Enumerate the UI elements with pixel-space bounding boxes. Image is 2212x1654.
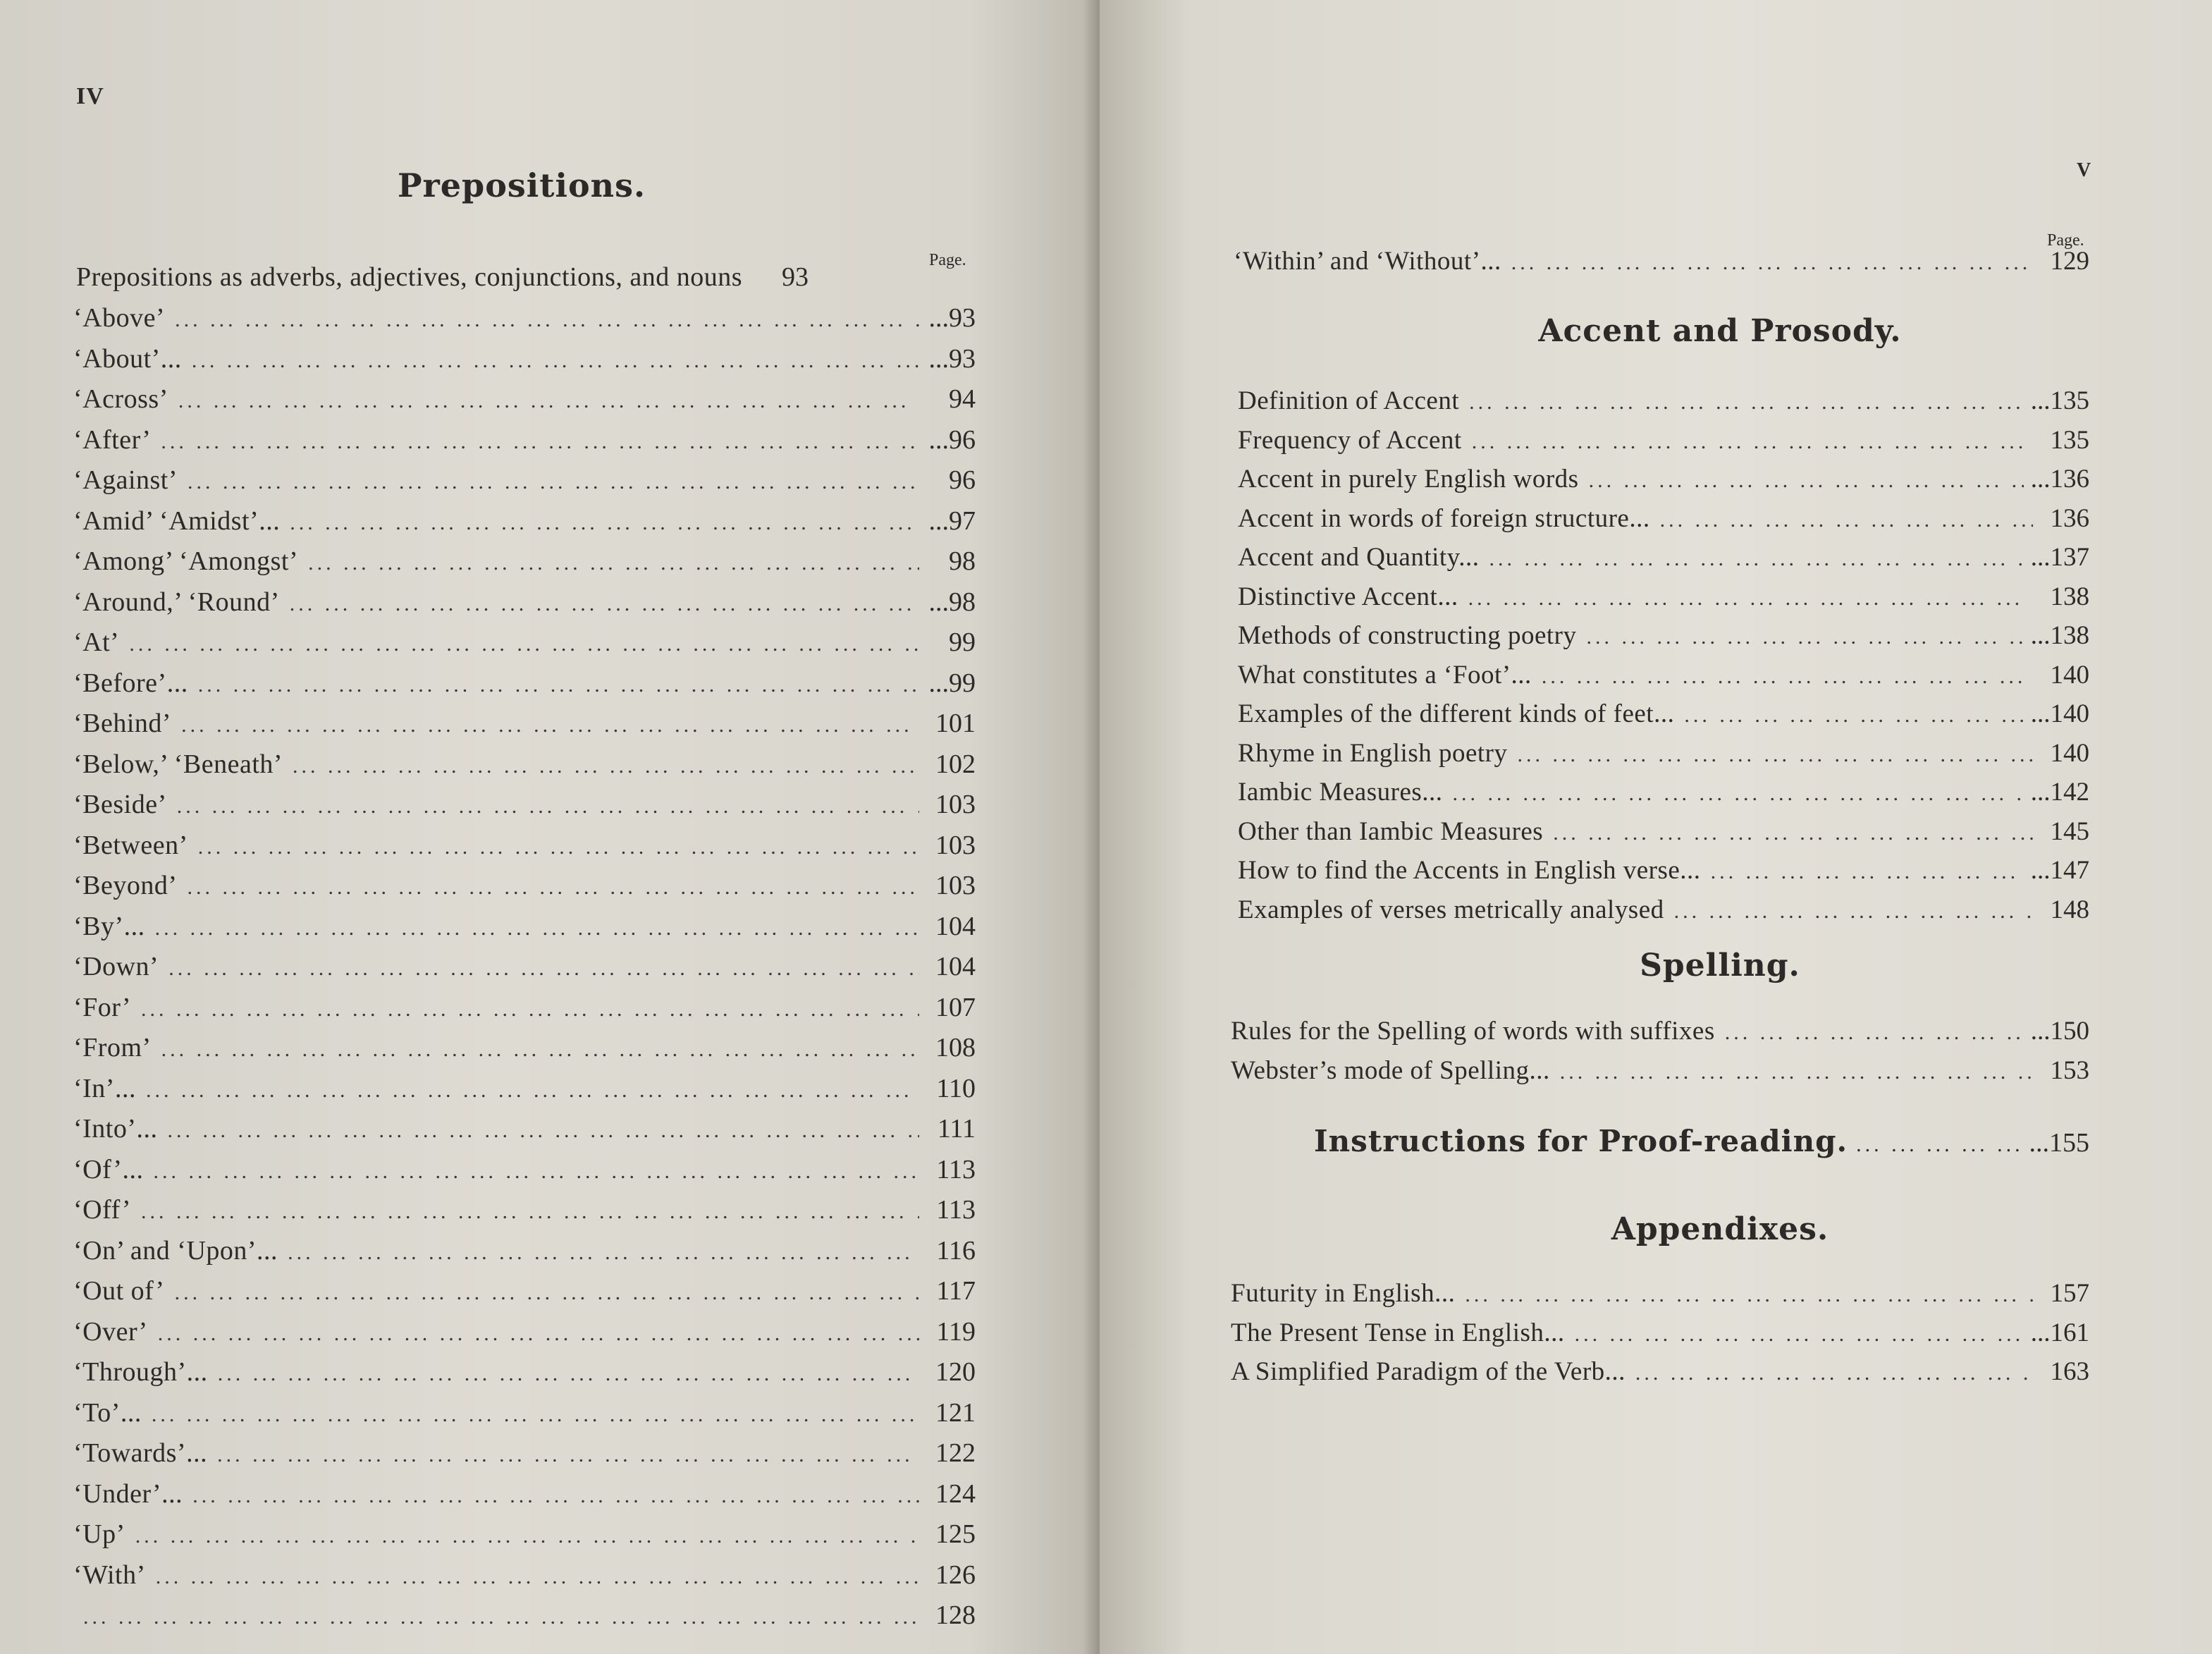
leader-dots xyxy=(141,990,919,1029)
leader-dots xyxy=(1553,814,2033,852)
leader-dots xyxy=(288,1233,919,1273)
toc-entry-page: 126 xyxy=(935,1560,976,1590)
toc-entry xyxy=(73,907,976,948)
toc-entry-label: ‘Through’... xyxy=(73,1357,208,1387)
toc-entry xyxy=(73,623,976,664)
toc-entry xyxy=(1238,813,2089,852)
toc-entry-page: ...135 xyxy=(2030,386,2089,415)
toc-entry-label: Examples of verses metrically analysed xyxy=(1238,895,1664,924)
leader-dots xyxy=(1856,1133,2023,1157)
leader-dots xyxy=(177,787,919,826)
toc-entry-label: Methods of constructing poetry xyxy=(1238,621,1577,650)
toc-entry xyxy=(1238,578,2089,618)
toc-entry-page: ...161 xyxy=(2030,1318,2089,1347)
toc-entry-page: 103 xyxy=(935,871,976,900)
section-heading: Appendixes. xyxy=(1611,1211,1829,1247)
toc-entry-page: 103 xyxy=(935,830,976,860)
leader-dots xyxy=(1587,618,2024,656)
toc-entry-label: Iambic Measures... xyxy=(1238,778,1443,807)
toc-entry xyxy=(73,502,976,543)
toc-entry-page: 98 xyxy=(949,546,976,576)
toc-entry xyxy=(1238,695,2089,735)
page-column-label: Page. xyxy=(929,251,966,269)
toc-entry-label: Examples of the different kinds of feet... xyxy=(1238,699,1675,728)
toc-entry xyxy=(73,1272,976,1313)
leader-dots xyxy=(308,544,919,583)
leader-dots xyxy=(158,1314,919,1354)
toc-lead xyxy=(76,258,985,297)
leader-dots xyxy=(1511,244,2033,282)
toc-entry-label: Definition of Accent xyxy=(1238,386,1460,415)
toc-entry-label: Other than Iambic Measures xyxy=(1238,816,1544,846)
toc-list xyxy=(1231,1275,2089,1392)
toc-entry xyxy=(1231,1314,2089,1354)
toc-entry-page: ...93 xyxy=(928,343,976,374)
toc-entry-page: 103 xyxy=(935,790,976,819)
leader-dots xyxy=(168,949,919,988)
leader-dots xyxy=(1472,423,2033,461)
toc-entry xyxy=(73,1515,976,1556)
toc-entry xyxy=(1238,382,2089,422)
toc-entry-label: ‘With’ xyxy=(73,1560,146,1590)
toc-entry-page: 140 xyxy=(2050,738,2089,768)
toc-entry-label: ‘Down’ xyxy=(73,952,159,981)
toc-entry xyxy=(73,461,976,502)
toc-entry-label: ‘Around,’ ‘Round’ xyxy=(73,587,280,617)
toc-entry xyxy=(73,542,976,583)
leader-dots xyxy=(1660,501,2033,539)
toc-entry xyxy=(73,988,976,1029)
toc-list xyxy=(1231,1012,2089,1091)
toc-entry-page: ...150 xyxy=(2030,1017,2089,1046)
leader-dots xyxy=(168,1111,919,1151)
toc-entry-page: 119 xyxy=(936,1316,976,1347)
toc-entry-page: 96 xyxy=(949,465,976,495)
toc-entry-label: ‘Between’ xyxy=(73,830,188,860)
leader-dots xyxy=(1468,580,2033,618)
leader-dots xyxy=(155,909,919,948)
toc-entry-page: 125 xyxy=(935,1519,976,1549)
toc-entry-page: 110 xyxy=(936,1073,976,1103)
toc-entry-page: 145 xyxy=(2050,816,2089,846)
toc-entry-label: ‘By’... xyxy=(73,911,145,941)
toc-entry-label: Accent in purely English words xyxy=(1238,465,1579,494)
leader-dots xyxy=(1684,697,2023,735)
toc-entry-label: ‘Among’ ‘Amongst’ xyxy=(73,546,299,576)
toc-entry-label: Rules for the Spelling of words with suffixes xyxy=(1231,1017,1715,1046)
leader-dots xyxy=(175,300,919,340)
leader-dots xyxy=(1589,462,2024,500)
section-heading: Accent and Prosody. xyxy=(1538,313,1902,349)
leader-dots xyxy=(181,706,919,745)
toc-entry-label: ‘Under’... xyxy=(73,1478,183,1509)
toc-entry-label: ‘On’ and ‘Upon’... xyxy=(73,1235,278,1266)
leader-dots xyxy=(178,381,919,421)
toc-entry-page: 157 xyxy=(2050,1279,2089,1308)
toc-entry-page: 135 xyxy=(2050,425,2089,455)
toc-entry-page: 128 xyxy=(935,1600,976,1630)
toc-entry-label: ‘To’... xyxy=(73,1397,142,1428)
toc-entry-label: ‘Amid’ ‘Amidst’... xyxy=(73,506,281,536)
toc-entry xyxy=(1238,773,2089,813)
right-page xyxy=(1100,0,2212,1654)
leader-dots xyxy=(161,1030,919,1070)
leader-dots xyxy=(83,1598,919,1637)
toc-entry-page: 129 xyxy=(2050,247,2089,276)
proof-reading-label: Instructions for Proof-reading. xyxy=(1314,1124,1848,1158)
toc-entry xyxy=(73,1394,976,1435)
toc-entry xyxy=(73,866,976,907)
section-heading: Prepositions. xyxy=(397,166,646,204)
toc-entry xyxy=(1231,1052,2089,1091)
page-column-label: Page. xyxy=(2047,231,2084,250)
toc-entry-label: Frequency of Accent xyxy=(1238,425,1462,455)
leader-dots xyxy=(1725,1014,2024,1052)
toc-entry-label: ‘Of’... xyxy=(73,1154,144,1184)
toc-entry xyxy=(73,1313,976,1354)
toc-entry-page: ...142 xyxy=(2030,778,2089,807)
leader-dots xyxy=(198,666,919,705)
toc-entry-page: 104 xyxy=(935,911,976,941)
leader-dots xyxy=(135,1517,919,1556)
toc-entry-page: 113 xyxy=(936,1154,976,1184)
toc-entry xyxy=(73,583,976,624)
leader-dots xyxy=(192,341,919,381)
leader-dots xyxy=(129,625,919,664)
page-folio: IV xyxy=(76,83,104,109)
toc-entry xyxy=(1238,460,2089,500)
left-page xyxy=(0,0,1100,1654)
toc-entry xyxy=(73,1596,976,1637)
toc-entry-label: ‘About’... xyxy=(73,343,182,374)
toc-entry xyxy=(1238,735,2089,774)
leader-dots xyxy=(146,1071,919,1110)
leader-dots xyxy=(1465,1276,2033,1314)
toc-entry xyxy=(73,1232,976,1273)
toc-entry-page: ...97 xyxy=(928,506,976,536)
toc-entry-page: ...140 xyxy=(2030,699,2089,728)
toc-entry xyxy=(1238,422,2089,461)
toc-entry-label: ‘For’ xyxy=(73,992,132,1022)
toc-entry-page: 93 xyxy=(782,262,809,292)
toc-entry-page: ...98 xyxy=(928,587,976,617)
toc-entry-page: 111 xyxy=(937,1114,976,1144)
toc-entry xyxy=(73,704,976,745)
leader-dots xyxy=(290,503,919,543)
leader-dots xyxy=(156,1557,919,1597)
toc-entry xyxy=(1231,1012,2089,1052)
toc-entry xyxy=(73,1475,976,1516)
toc-entry xyxy=(73,826,976,867)
toc-entry xyxy=(1238,891,2089,931)
toc-list xyxy=(1238,382,2089,930)
leader-dots xyxy=(1635,1354,2033,1392)
toc-entry-label: ‘Above’ xyxy=(73,303,166,333)
toc-entry-page: ...147 xyxy=(2030,856,2089,885)
toc-entry xyxy=(1238,617,2089,656)
page-folio: V xyxy=(2077,159,2092,181)
leader-dots xyxy=(141,1192,919,1232)
leader-dots xyxy=(1711,853,2024,891)
toc-entry xyxy=(73,380,976,421)
toc-entry-label: ‘Beside’ xyxy=(73,790,167,819)
toc-entry xyxy=(73,421,976,462)
toc-entry xyxy=(73,299,976,340)
toc-list xyxy=(73,299,976,1637)
toc-entry xyxy=(73,1434,976,1475)
toc-entry xyxy=(73,1110,976,1151)
toc-entry-label: ‘From’ xyxy=(73,1033,152,1062)
toc-entry-page: 122 xyxy=(935,1438,976,1468)
toc-entry-page: 153 xyxy=(2050,1055,2089,1085)
leader-dots xyxy=(1469,384,2024,422)
toc-entry-label: ‘Across’ xyxy=(73,384,168,414)
section-heading: Spelling. xyxy=(1640,948,1800,984)
toc-entry-label: ‘Up’ xyxy=(73,1519,125,1549)
leader-dots xyxy=(1453,775,2024,813)
toc-entry-label: Accent in words of foreign structure... xyxy=(1238,503,1650,533)
toc-entry xyxy=(73,1151,976,1192)
toc-entry-page: 124 xyxy=(935,1478,976,1509)
toc-entry-label: ‘Within’ and ‘Without’... xyxy=(1234,247,1501,276)
toc-entry-page: 148 xyxy=(2050,895,2089,924)
toc-entry xyxy=(73,785,976,826)
toc-entry-label: ‘At’ xyxy=(73,627,120,657)
toc-entry-label: ‘Against’ xyxy=(73,465,178,495)
toc-entry xyxy=(73,340,976,381)
toc-entry-page: 138 xyxy=(2050,582,2089,611)
toc-entry-page: 104 xyxy=(935,952,976,981)
toc-entry xyxy=(73,745,976,786)
toc-entry-label: ‘After’ xyxy=(73,424,152,455)
toc-entry-page: 102 xyxy=(935,749,976,779)
toc-entry-page: 94 xyxy=(949,384,976,414)
toc-entry xyxy=(1231,1353,2089,1392)
toc-entry-page: 108 xyxy=(935,1033,976,1062)
toc-entry-page: 120 xyxy=(935,1357,976,1387)
toc-entry-label: Webster’s mode of Spelling... xyxy=(1231,1055,1550,1085)
toc-entry-page: ...93 xyxy=(928,303,976,333)
toc-entry-page: 121 xyxy=(935,1397,976,1428)
toc-entry xyxy=(73,1353,976,1394)
toc-entry-label: ‘Over’ xyxy=(73,1316,148,1347)
toc-entry xyxy=(1238,656,2089,696)
leader-dots xyxy=(293,747,919,786)
toc-entry xyxy=(1231,1275,2089,1314)
toc-entry-page: ...96 xyxy=(928,424,976,455)
leader-dots xyxy=(192,1476,919,1516)
leader-dots xyxy=(1674,893,2033,931)
toc-entry-label: Distinctive Accent... xyxy=(1238,582,1458,611)
toc-entry-label: The Present Tense in English... xyxy=(1231,1318,1565,1347)
toc-entry-page: 136 xyxy=(2050,503,2089,533)
leader-dots xyxy=(152,1395,919,1435)
toc-entry xyxy=(73,1029,976,1070)
toc-entry-label: ‘Below,’ ‘Beneath’ xyxy=(73,749,283,779)
toc-entry-label: How to find the Accents in English verse... xyxy=(1238,856,1701,885)
toc-entry-page: ...138 xyxy=(2030,621,2089,650)
toc-entry-page: 113 xyxy=(936,1195,976,1225)
toc-entry xyxy=(73,664,976,705)
toc-entry-label: ‘Towards’... xyxy=(73,1438,208,1468)
leader-dots xyxy=(1518,736,2034,774)
toc-entry-label: Futurity in English... xyxy=(1231,1279,1456,1308)
toc-entry-label: A Simplified Paradigm of the Verb... xyxy=(1231,1357,1626,1386)
toc-entry xyxy=(1238,500,2089,539)
toc-entry-label: Rhyme in English poetry xyxy=(1238,738,1508,768)
leader-dots xyxy=(1560,1053,2033,1091)
leader-dots xyxy=(188,462,919,502)
proof-reading-page: ...155 xyxy=(2029,1128,2089,1158)
toc-entry-label: ‘Off’ xyxy=(73,1195,131,1225)
toc-entry-page: ...137 xyxy=(2030,543,2089,572)
toc-entry-label: ‘Behind’ xyxy=(73,709,172,738)
toc-entry-page: 140 xyxy=(2050,660,2089,690)
toc-entry-page: ...136 xyxy=(2030,465,2089,494)
toc-entry-page: ...99 xyxy=(928,668,976,698)
leader-dots xyxy=(217,1435,919,1475)
toc-entry-label: ‘Before’... xyxy=(73,668,188,698)
toc-entry-page: 163 xyxy=(2050,1357,2089,1386)
toc-entry-page: 116 xyxy=(936,1235,976,1266)
toc-entry-label: What constitutes a ‘Foot’... xyxy=(1238,660,1532,690)
leader-dots xyxy=(154,1152,919,1192)
toc-entry xyxy=(1238,852,2089,891)
toc-entry xyxy=(1238,539,2089,578)
toc-entry-label: ‘Beyond’ xyxy=(73,871,178,900)
toc-entry-label: ‘In’... xyxy=(73,1073,136,1103)
toc-entry-label: ‘Into’... xyxy=(73,1114,158,1144)
toc-entry xyxy=(76,258,985,297)
toc-entry-page: 101 xyxy=(935,709,976,738)
toc-entry xyxy=(1234,243,2089,282)
toc-entry xyxy=(73,1070,976,1110)
toc-entry xyxy=(73,948,976,988)
leader-dots xyxy=(1575,1316,2024,1354)
toc-entry xyxy=(73,1556,976,1597)
toc-entry-page: 117 xyxy=(936,1276,976,1306)
toc-entry-page: 99 xyxy=(949,627,976,657)
leader-dots xyxy=(188,868,919,907)
leader-dots xyxy=(198,828,919,867)
leader-dots xyxy=(175,1273,919,1313)
toc-entry xyxy=(73,1191,976,1232)
toc-entry-label: Accent and Quantity... xyxy=(1238,543,1480,572)
toc-lead xyxy=(1234,243,2089,282)
leader-dots xyxy=(161,422,919,462)
toc-entry-page: 107 xyxy=(935,992,976,1022)
leader-dots xyxy=(1489,540,2024,578)
toc-entry-label: Prepositions as adverbs, adjectives, conjunctions, and nouns xyxy=(76,262,743,292)
toc-entry-label: ‘Out of’ xyxy=(73,1276,165,1306)
proof-reading-entry xyxy=(1314,1124,2089,1158)
leader-dots xyxy=(1542,658,2033,696)
leader-dots xyxy=(218,1354,919,1394)
leader-dots xyxy=(290,584,919,624)
